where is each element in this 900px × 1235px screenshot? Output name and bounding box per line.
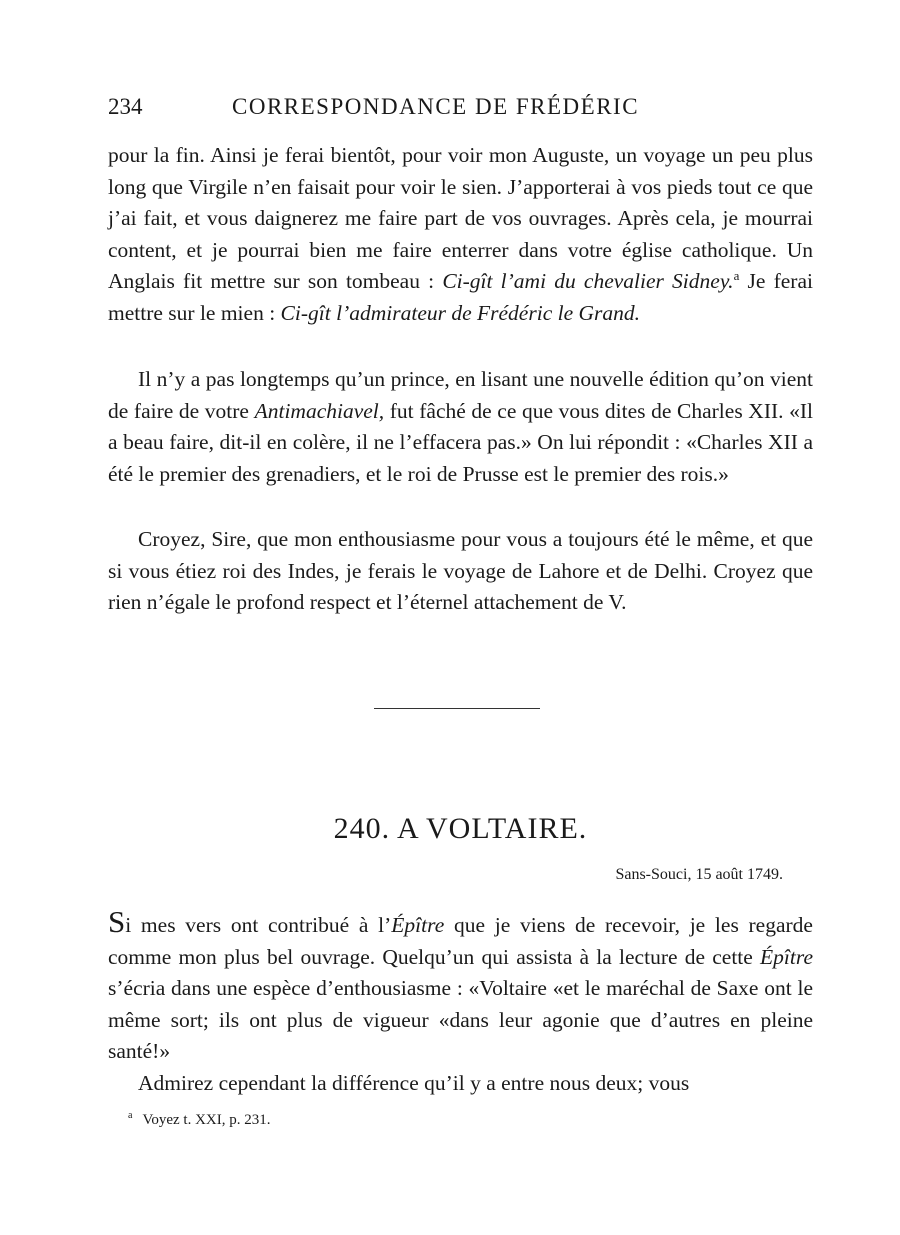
footnote-reference: a <box>733 267 740 283</box>
paragraph-1-text-a: pour la fin. Ainsi je ferai bientôt, pour voir mon Auguste, un voyage un peu plus long que Virgile n’en faisait pour voir le sien. J’apporterai à vos pieds tout ce que j’ai fait, et vous daignerez me faire part de vos ouvrages. Après cela, je mourrai content, et je pourrai bien me faire enterrer dans votre église catholique. Un Anglais fit mettre sur son tombeau : <box>108 143 813 293</box>
epitre-title-2: Épître <box>760 944 813 969</box>
letter-title: 240. A VOLTAIRE. <box>333 812 588 845</box>
paragraph-1-text-b: Je ferai mettre sur le mien : <box>108 269 813 325</box>
work-title-antimachiavel: Antimachiavel, <box>254 398 385 423</box>
footnote <box>128 1110 271 1129</box>
letter-paragraph-1 <box>108 906 813 1068</box>
paragraph-1 <box>108 140 813 329</box>
running-title: CORRESPONDANCE DE FRÉDÉRIC <box>232 94 640 119</box>
letter-paragraph-2: Admirez cependant la différence qu’il y a entre nous deux; vous <box>138 1071 690 1095</box>
epitaph-sidney: Ci-gît l’ami du chevalier Sidney. <box>442 269 734 293</box>
epitaph-frederic: Ci-gît l’admirateur de Frédéric le Grand. <box>280 300 641 325</box>
footnote-text: Voyez t. XXI, p. 231. <box>142 1112 271 1128</box>
section-divider <box>374 708 540 709</box>
letter-paragraph-1-text-b: que je viens de recevoir, je les regarde comme mon plus bel ouvrage. Quelqu’un qui assista à la lecture de cette <box>108 913 813 969</box>
footnote-marker: a <box>128 1110 133 1121</box>
letter-paragraph-1-text-c: s’écria dans une espèce d’enthousiasme : «Voltaire «et le maréchal de Saxe ont le même sort; ils ont plus de vigueur «dans leur agonie que d’autres en pleine santé!» <box>108 976 813 1063</box>
paragraph-2-text-a: Il n’y a pas longtemps qu’un prince, en lisant une nouvelle édition qu’on vient de faire de votre <box>108 367 813 423</box>
epitre-title-1: Épître <box>391 913 445 937</box>
page-header <box>108 94 813 128</box>
paragraph-3: Croyez, Sire, que mon enthousiasme pour vous a toujours été le même, et que si vous étiez roi des Indes, je ferais le voyage de Lahore et de Delhi. Croyez que rien n’égale le profond respect et l’éternel attachement de V. <box>108 527 813 614</box>
letter-paragraph-1-text-a: i mes vers ont contribué à l’ <box>125 913 392 937</box>
paragraph-2 <box>108 364 813 490</box>
page-number: 234 <box>108 94 143 119</box>
drop-cap: S <box>108 904 126 939</box>
paragraph-2-text-b: fut fâché de ce que vous dites de Charles XII. «Il a beau faire, dit-il en colère, il ne l’effacera pas.» On lui répondit : «Charles XII a été le premier des grenadiers, et le roi de Prusse est le premier des rois.» <box>108 398 814 486</box>
letter-dateline: Sans-Souci, 15 août 1749. <box>615 866 783 883</box>
